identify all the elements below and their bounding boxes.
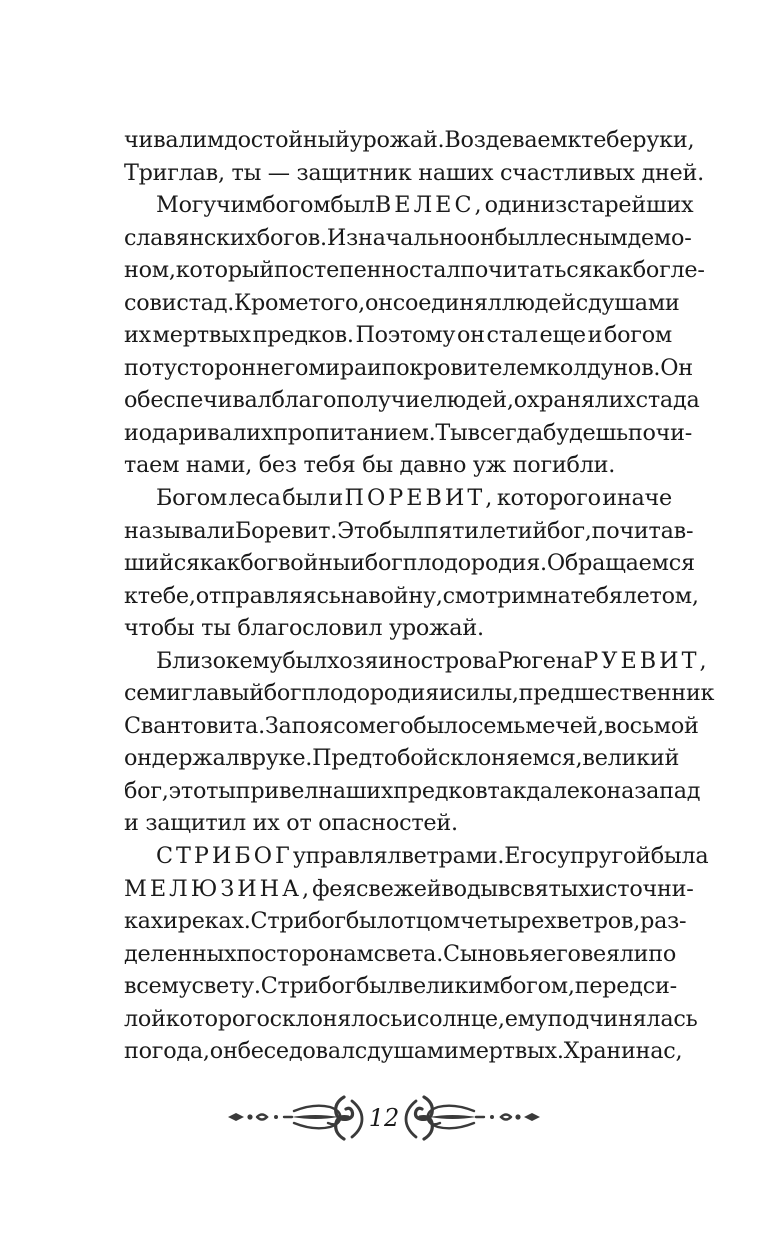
text-line: погода, он беседовал с душами мертвых. Храни нас,	[124, 1038, 683, 1065]
text-line: всему свету. Стрибог был великим богом, перед си-	[124, 973, 677, 1000]
text-line: и защитил их от опасностей.	[124, 810, 458, 837]
text-line: МЕЛЮЗИНА, фея свежей воды в святых источни-	[124, 875, 694, 902]
text-line: он держал в руке. Пред тобой склоняемся, великий	[124, 745, 680, 772]
text-line: Богом леса был и ПОРЕВИТ, которого иначе	[156, 485, 672, 512]
text-line: бог, это ты привел наших предков так далеко на запад	[124, 777, 701, 804]
text-line: и одаривал их пропитанием. Ты всегда будешь почи-	[124, 419, 693, 446]
text-line: лой которого склонялось и солнце, ему подчинялась	[124, 1005, 698, 1032]
page-number: 12	[368, 1104, 400, 1132]
text-line: Близок ему был хозяин острова Рюгена РУЕВИТ,	[156, 647, 710, 674]
text-line: СТРИБОГ управлял ветрами. Его супругой была	[156, 843, 709, 870]
text-line: ках и реках. Стрибог был отцом четырех ветров, раз-	[124, 908, 687, 935]
page-footer	[0, 1089, 768, 1149]
text-line: чивал им достойный урожай. Воздеваем к тебе руки,	[124, 127, 695, 153]
text-line: Свантовита. За поясом его было семь мечей, восьмой	[124, 712, 699, 739]
text-line: называли Боревит. Это был пятилетий бог, почитав-	[124, 517, 694, 544]
text-line: деленных по сторонам света. Сыновья его веяли по	[124, 940, 677, 967]
text-line: их мертвых предков. Поэтому он стал еще и богом	[124, 322, 672, 349]
text-line: потустороннего мира и покровителем колдунов. Он	[124, 354, 693, 381]
text-line: славянских богов. Изначально он был лесным демо-	[124, 224, 692, 251]
text-line: обеспечивал благополучие людей, охранял их стада	[124, 387, 700, 414]
text-line: чтобы ты благословил урожай.	[124, 615, 484, 642]
text-line: к тебе, отправляясь на войну, смотрим на тебя летом,	[124, 582, 699, 609]
text-line: таем нами, без тебя бы давно уж погибли.	[124, 452, 616, 479]
text-line: сов и стад. Кроме того, он соединял людей с душами	[124, 289, 680, 316]
text-line: Триглав, ты — защитник наших счастливых дней.	[124, 159, 704, 186]
text-line: семиглавый бог плодородия и силы, предшественник	[124, 680, 715, 707]
body-text	[124, 124, 715, 1068]
text-line: шийся как бог войны и бог плодородия. Обращаемся	[124, 550, 695, 577]
text-line: ном, который постепенно стал почитаться как бог ле-	[124, 257, 705, 284]
text-line: Могучим богом был ВЕЛЕС, один из старейших	[156, 192, 694, 219]
